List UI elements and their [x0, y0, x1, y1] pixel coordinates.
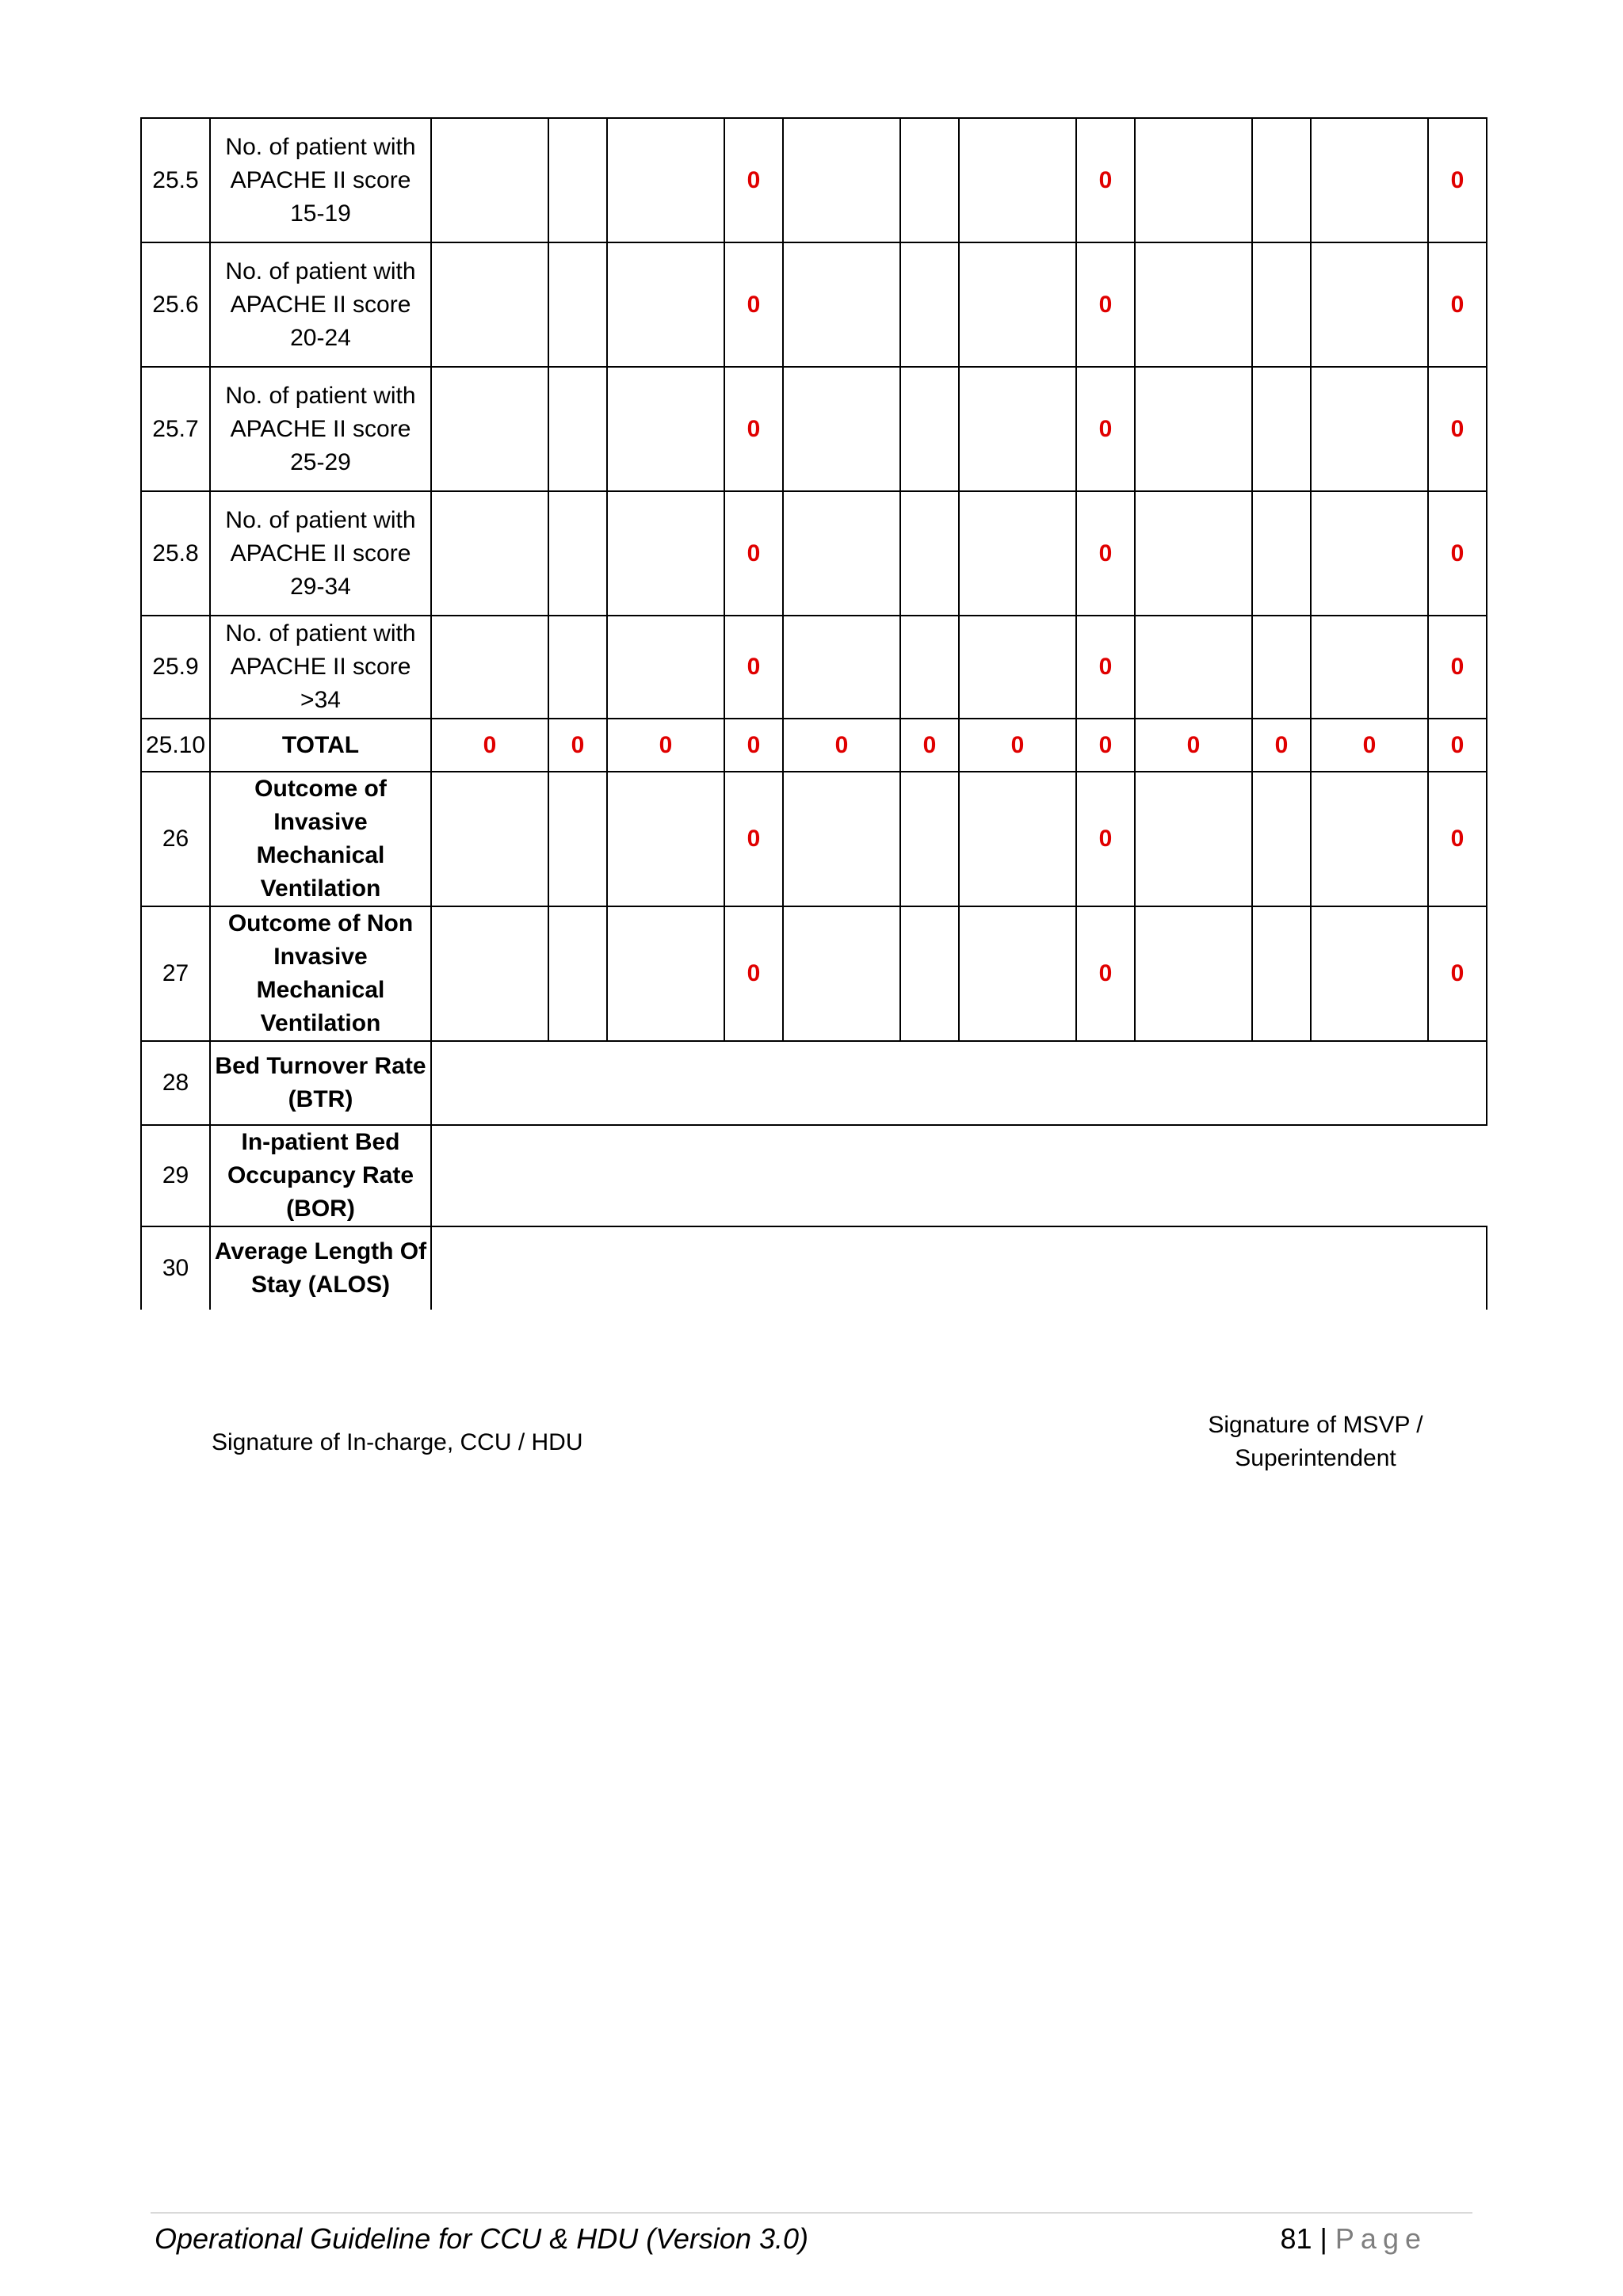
value-cell: 0 — [1311, 719, 1428, 772]
value-cell — [1135, 491, 1252, 616]
value-cell — [607, 906, 724, 1041]
value-cell — [431, 118, 548, 242]
value-cell: 0 — [1076, 616, 1135, 719]
value-cell — [783, 118, 900, 242]
footer-page-number — [1280, 2220, 1427, 2258]
value-cell: 0 — [1428, 772, 1487, 906]
value-cell: 0 — [959, 719, 1076, 772]
value-cell: 0 — [1428, 616, 1487, 719]
value-cell — [1135, 367, 1252, 491]
row-label: TOTAL — [210, 719, 431, 772]
table-row — [141, 906, 1487, 1041]
page-number: 81 — [1280, 2222, 1312, 2255]
page-word: Page — [1335, 2222, 1427, 2255]
merged-value-cell — [431, 1041, 1487, 1125]
value-cell: 0 — [607, 719, 724, 772]
row-label: No. of patient with APACHE II score 29-34 — [210, 491, 431, 616]
value-cell — [959, 242, 1076, 367]
table-row — [141, 772, 1487, 906]
value-cell — [783, 906, 900, 1041]
value-cell: 0 — [1076, 719, 1135, 772]
value-cell: 0 — [1076, 772, 1135, 906]
table-row — [141, 491, 1487, 616]
row-label: No. of patient with APACHE II score 15-19 — [210, 118, 431, 242]
value-cell — [1311, 491, 1428, 616]
table-row-total — [141, 719, 1487, 772]
value-cell — [1252, 242, 1311, 367]
value-cell — [607, 491, 724, 616]
value-cell: 0 — [1428, 367, 1487, 491]
footer-divider — [151, 2212, 1472, 2214]
table-row — [141, 1226, 1487, 1310]
row-label: Bed Turnover Rate (BTR) — [210, 1041, 431, 1125]
table-row — [141, 242, 1487, 367]
value-cell — [607, 616, 724, 719]
value-cell — [959, 772, 1076, 906]
value-cell: 0 — [1428, 491, 1487, 616]
row-label: No. of patient with APACHE II score >34 — [210, 616, 431, 719]
row-id: 25.9 — [141, 616, 210, 719]
row-id: 29 — [141, 1125, 210, 1226]
row-label: Outcome of Non Invasive Mechanical Ventilation — [210, 906, 431, 1041]
value-cell: 0 — [1135, 719, 1252, 772]
value-cell — [1135, 242, 1252, 367]
value-cell — [1252, 616, 1311, 719]
value-cell — [431, 242, 548, 367]
value-cell — [1311, 616, 1428, 719]
table-row — [141, 367, 1487, 491]
value-cell — [548, 118, 607, 242]
value-cell — [1135, 616, 1252, 719]
value-cell: 0 — [724, 719, 783, 772]
table-row — [141, 616, 1487, 719]
row-id: 28 — [141, 1041, 210, 1125]
value-cell — [783, 772, 900, 906]
value-cell — [431, 906, 548, 1041]
value-cell: 0 — [783, 719, 900, 772]
value-cell — [900, 906, 959, 1041]
value-cell — [900, 772, 959, 906]
value-cell — [1311, 118, 1428, 242]
value-cell — [607, 242, 724, 367]
report-table — [140, 117, 1487, 1310]
value-cell — [548, 906, 607, 1041]
value-cell — [1252, 906, 1311, 1041]
value-cell — [783, 616, 900, 719]
table-row — [141, 1041, 1487, 1125]
value-cell: 0 — [1076, 906, 1135, 1041]
value-cell — [900, 242, 959, 367]
value-cell: 0 — [1428, 242, 1487, 367]
value-cell — [607, 772, 724, 906]
value-cell — [607, 118, 724, 242]
row-id: 26 — [141, 772, 210, 906]
value-cell — [431, 491, 548, 616]
value-cell — [1135, 772, 1252, 906]
signature-msvp-line2: Superintendent — [1235, 1445, 1396, 1471]
value-cell — [783, 491, 900, 616]
signature-incharge: Signature of In-charge, CCU / HDU — [212, 1429, 583, 1455]
value-cell — [959, 367, 1076, 491]
value-cell: 0 — [1428, 118, 1487, 242]
page-separator: | — [1319, 2222, 1327, 2255]
value-cell — [783, 367, 900, 491]
row-id: 25.6 — [141, 242, 210, 367]
value-cell — [548, 772, 607, 906]
value-cell: 0 — [1076, 118, 1135, 242]
row-label: Average Length Of Stay (ALOS) — [210, 1226, 431, 1310]
value-cell — [959, 906, 1076, 1041]
row-id: 25.10 — [141, 719, 210, 772]
merged-value-cell — [431, 1226, 1487, 1310]
value-cell — [1311, 367, 1428, 491]
value-cell — [959, 616, 1076, 719]
value-cell: 0 — [724, 772, 783, 906]
value-cell: 0 — [724, 906, 783, 1041]
table-row — [141, 118, 1487, 242]
value-cell — [1135, 118, 1252, 242]
value-cell: 0 — [724, 242, 783, 367]
value-cell: 0 — [1076, 242, 1135, 367]
value-cell: 0 — [724, 367, 783, 491]
value-cell — [548, 491, 607, 616]
value-cell: 0 — [548, 719, 607, 772]
value-cell — [1252, 772, 1311, 906]
value-cell — [431, 616, 548, 719]
value-cell: 0 — [1252, 719, 1311, 772]
value-cell — [1252, 367, 1311, 491]
row-id: 27 — [141, 906, 210, 1041]
value-cell — [900, 118, 959, 242]
value-cell — [1311, 906, 1428, 1041]
value-cell — [431, 367, 548, 491]
value-cell — [900, 367, 959, 491]
value-cell — [431, 772, 548, 906]
value-cell — [1311, 772, 1428, 906]
value-cell: 0 — [724, 118, 783, 242]
value-cell — [1252, 118, 1311, 242]
row-label: In-patient Bed Occupancy Rate (BOR) — [210, 1125, 431, 1226]
value-cell — [900, 491, 959, 616]
value-cell: 0 — [1076, 367, 1135, 491]
value-cell: 0 — [1428, 719, 1487, 772]
row-label: No. of patient with APACHE II score 25-29 — [210, 367, 431, 491]
footer-title: Operational Guideline for CCU & HDU (Version 3.0) — [155, 2222, 808, 2255]
table-row — [141, 1125, 1487, 1226]
value-cell — [959, 118, 1076, 242]
value-cell — [900, 616, 959, 719]
value-cell: 0 — [900, 719, 959, 772]
value-cell — [548, 616, 607, 719]
signature-msvp-line1: Signature of MSVP / — [1208, 1412, 1423, 1438]
row-id: 30 — [141, 1226, 210, 1310]
value-cell — [548, 242, 607, 367]
merged-value-cell — [431, 1125, 1487, 1226]
signature-msvp — [1173, 1409, 1458, 1475]
value-cell — [1135, 906, 1252, 1041]
value-cell — [548, 367, 607, 491]
value-cell — [607, 367, 724, 491]
row-label: No. of patient with APACHE II score 20-24 — [210, 242, 431, 367]
value-cell: 0 — [724, 616, 783, 719]
value-cell — [1311, 242, 1428, 367]
row-id: 25.8 — [141, 491, 210, 616]
value-cell: 0 — [1428, 906, 1487, 1041]
row-id: 25.7 — [141, 367, 210, 491]
value-cell: 0 — [1076, 491, 1135, 616]
value-cell — [959, 491, 1076, 616]
row-id: 25.5 — [141, 118, 210, 242]
value-cell — [1252, 491, 1311, 616]
row-label: Outcome of Invasive Mechanical Ventilation — [210, 772, 431, 906]
value-cell: 0 — [431, 719, 548, 772]
value-cell: 0 — [724, 491, 783, 616]
value-cell — [783, 242, 900, 367]
